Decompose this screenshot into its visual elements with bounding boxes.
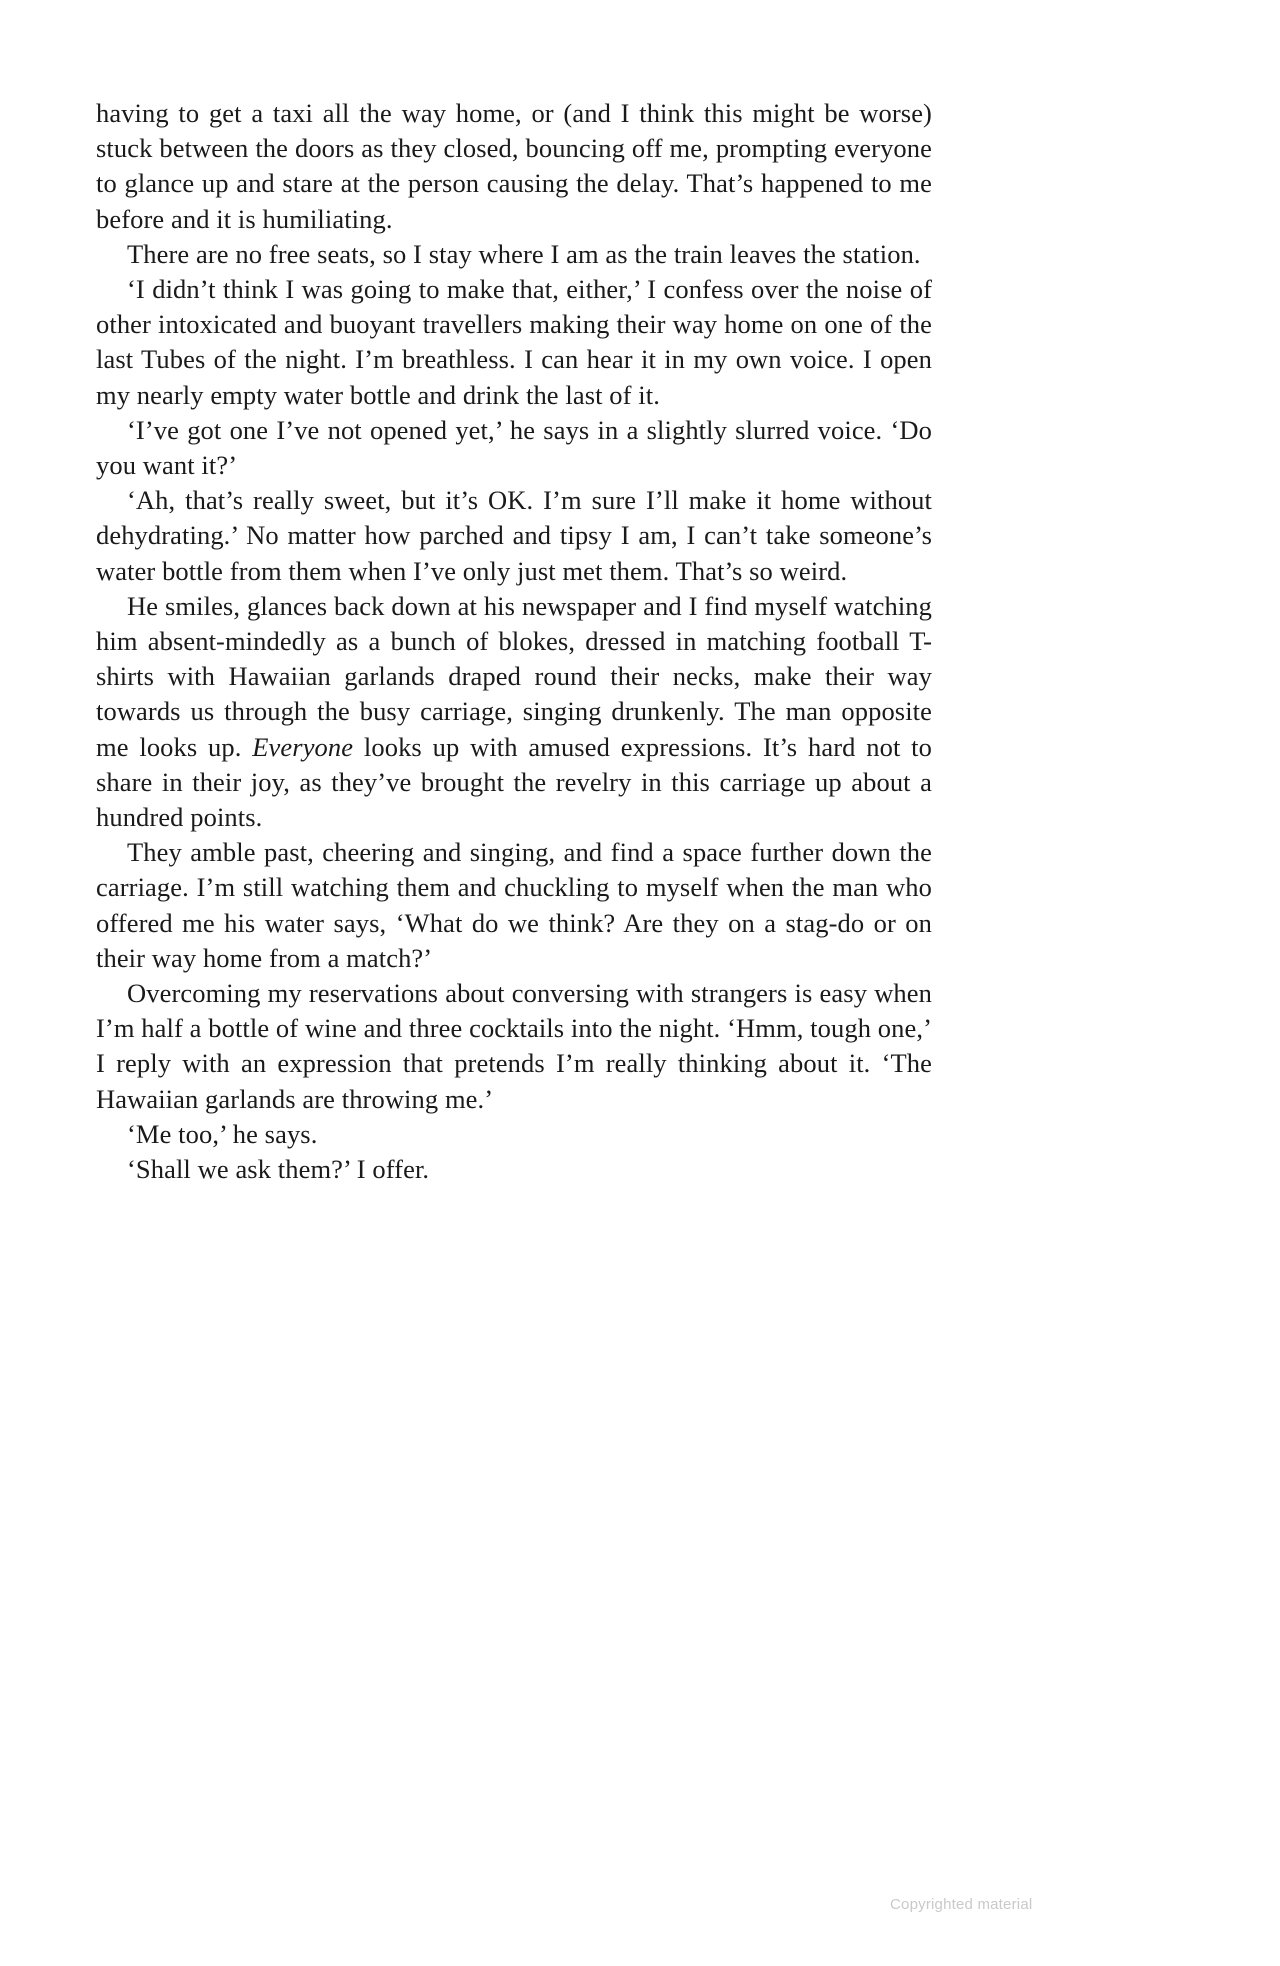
- copyright-watermark: Copyrighted material: [890, 1896, 1033, 1913]
- paragraph-3: ‘I didn’t think I was going to make that, either,’ I confess over the noise of other intoxicated and buoyant travellers making their way home on one of the last Tubes of the night. I’m breathless. I can hear it in my own voice. I open my nearly empty water bottle and drink the last of it.: [96, 274, 932, 410]
- body-text-column: [96, 96, 932, 1187]
- paragraph-6-part-1: He smiles, glances back down at his newspaper and I find myself watching him absent-mindedly as a bunch of blokes, dressed in matching football T-shirts with Hawaiian garlands draped round their necks, make their way towards us through the busy carriage, singing drunkenly. The man opposite me looks up.: [96, 590, 932, 762]
- paragraph-6-part-2: looks up with amused expressions. It’s hard not to share in their joy, as they’ve brought the revelry in this carriage up about a hundred points.: [96, 731, 932, 833]
- paragraph-10: ‘Shall we ask them?’ I offer.: [127, 1154, 430, 1185]
- paragraph-4: ‘I’ve got one I’ve not opened yet,’ he says in a slightly slurred voice. ‘Do you want it?’: [96, 414, 932, 481]
- paragraph-7: They amble past, cheering and singing, and find a space further down the carriage. I’m still watching them and chuckling to myself when the man who offered me his water says, ‘What do we think? Are they on a stag-do or on their way home from a match?’: [96, 837, 932, 973]
- paragraph-2: There are no free seats, so I stay where I am as the train leaves the station.: [127, 238, 921, 269]
- paragraph-6: [96, 589, 932, 835]
- paragraph-8: Overcoming my reservations about conversing with strangers is easy when I’m half a bottle of wine and three cocktails into the night. ‘Hmm, tough one,’ I reply with an expression that pretends I’m really thinking about it. ‘The Hawaiian garlands are throwing me.’: [96, 978, 932, 1114]
- paragraph-1: having to get a taxi all the way home, or (and I think this might be worse) stuck between the doors as they closed, bouncing off me, prompting everyone to glance up and stare at the person causing the delay. That’s happened to me before and it is humiliating.: [96, 98, 932, 234]
- emphasis-everyone: Everyone: [252, 731, 354, 762]
- paragraph-9: ‘Me too,’ he says.: [127, 1118, 318, 1149]
- paragraph-5: ‘Ah, that’s really sweet, but it’s OK. I’m sure I’ll make it home without dehydrating.’ No matter how parched and tipsy I am, I can’t take someone’s water bottle from them when I’ve only just met them. That’s so weird.: [96, 485, 932, 586]
